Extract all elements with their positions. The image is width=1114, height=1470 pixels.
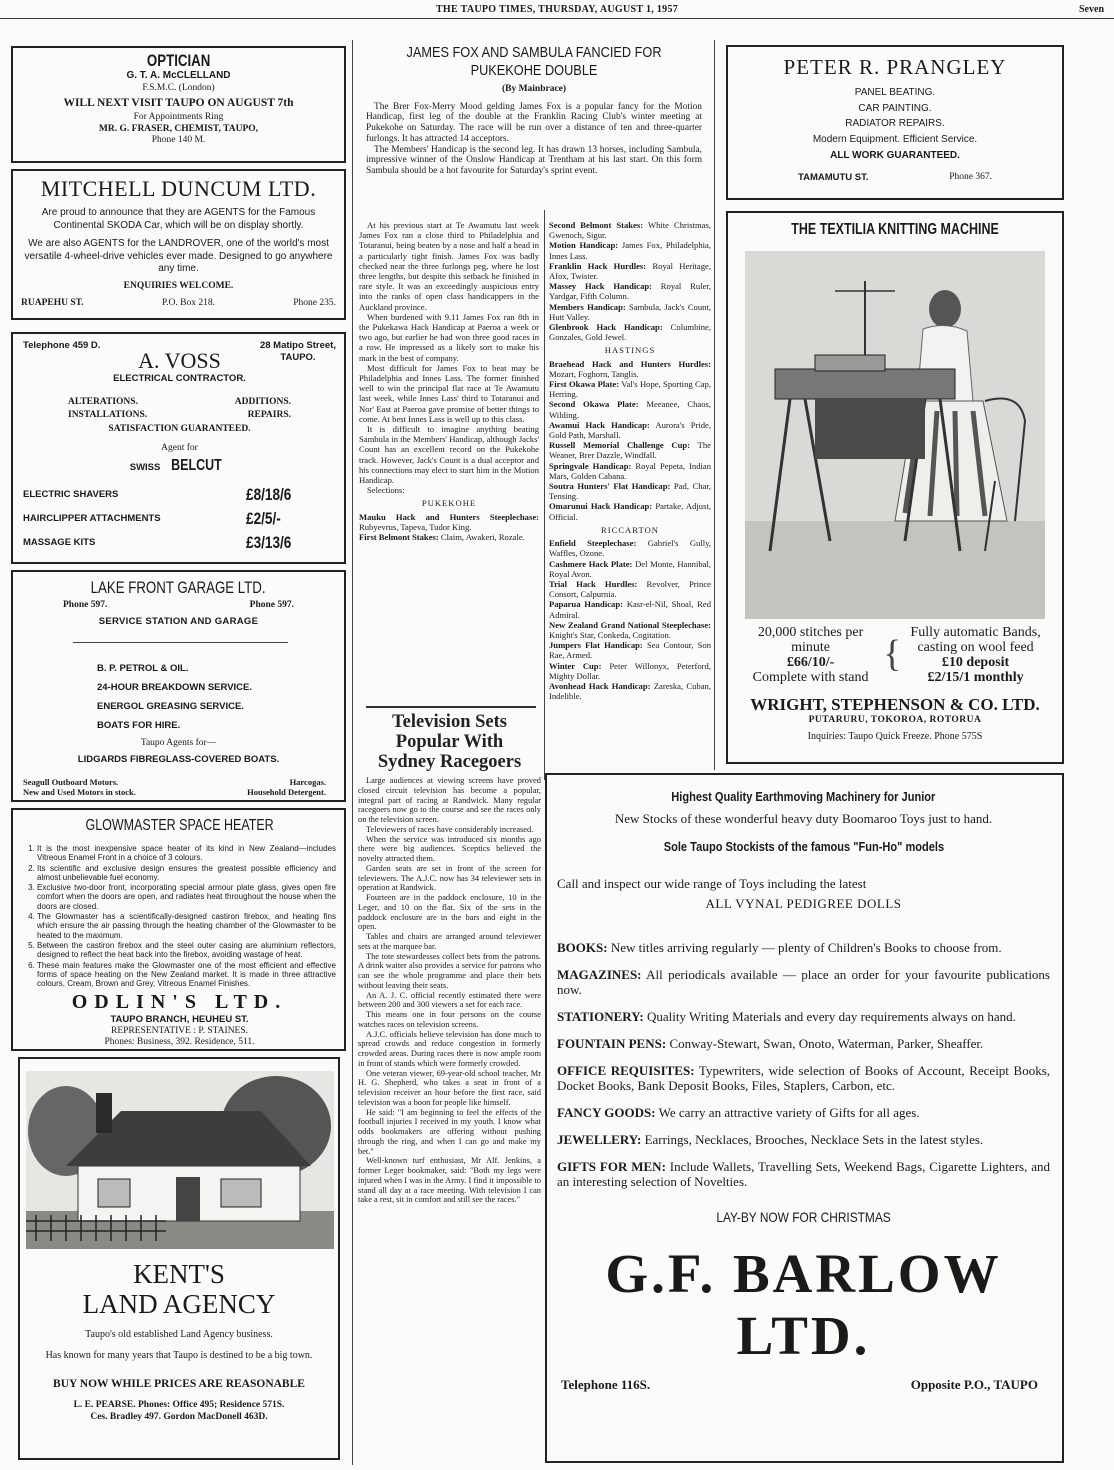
textilia-deposit: £10 deposit — [941, 655, 1010, 670]
prangley-street: TAMAMUTU ST. — [798, 171, 869, 183]
barlow-location: Opposite P.O., TAUPO — [910, 1377, 1038, 1392]
woman-head — [929, 290, 961, 328]
house-illustration — [26, 1071, 334, 1249]
race-selection — [549, 420, 711, 440]
race-selection — [549, 261, 711, 281]
race-name: Springvale Handicap: — [549, 460, 632, 471]
kents-contact: Ces. Bradley 497. Gordon MacDonell 463D. — [90, 1411, 268, 1422]
tv-paragraph: Garden seats are set in front of the screen for televiewers. The A.J.C. now has 34 televiewer sets in operation at Randwick. — [358, 863, 541, 893]
race-picks: The Weaner, Brer Dazzle, Windfall. — [549, 440, 711, 461]
chimney — [96, 1093, 112, 1133]
mitchell-duncum-ad — [11, 169, 346, 320]
race-picks: James Fox, Philadelphia, Innes Lass. — [549, 240, 711, 261]
racing-article — [358, 44, 710, 177]
article-column — [359, 220, 539, 542]
column-rule — [352, 40, 353, 1465]
knitting-machine-bed — [775, 369, 955, 399]
race-picks: Royal Heritage, Afox, Twister. — [549, 260, 711, 282]
category-name: JEWELLERY: — [557, 1132, 642, 1147]
voss-item — [23, 483, 336, 507]
tv-paragraph: Televiewers of races have considerably increased. — [366, 824, 534, 834]
header-title: THE TAUPO TIMES, THURSDAY, AUGUST 1, 1957 — [435, 4, 679, 15]
category-text: Conway-Stewart, Swan, Onoto, Waterman, Parker, Sheaffer. — [669, 1036, 984, 1051]
barlow-category — [557, 940, 1050, 955]
race-selection — [549, 538, 711, 558]
race-name: Motion Handicap: — [549, 240, 619, 251]
textilia-ad — [726, 211, 1064, 764]
race-selection — [549, 322, 711, 342]
category-name: FOUNTAIN PENS: — [557, 1036, 667, 1051]
race-selection — [549, 399, 711, 419]
tv-paragraph: When the service was introduced six months ago there were big audiences. Sceptics believed the novelty attracted them. — [358, 834, 541, 863]
voss-satisfaction: SATISFACTION GUARANTEED. — [108, 423, 251, 434]
textilia-feature: Fully automatic Bands, — [910, 625, 1041, 640]
kents-contact: L. E. PEARSE. Phones: Office 495; Residence 571S. — [73, 1400, 285, 1410]
prangley-title: PETER R. PRANGLEY — [783, 55, 1007, 79]
voss-item-price: £3/13/6 — [246, 532, 292, 552]
tv-paragraph: He said: "I am beginning to feel the effects of the football injuries I received in my youth. I know what odds bookmakers are offering without pushing through the ring, and when I can go and make my bet." — [358, 1107, 541, 1156]
race-selection — [549, 302, 711, 322]
knitted-fabric — [815, 399, 925, 459]
race-selection — [549, 599, 711, 619]
brace-divider-icon: { — [883, 633, 902, 675]
category-text: Typewriters, wide selection of Books of Account, Receipt Books, Docket Books, Bank Deposit Books, Files, Staplers, Carbon, etc. — [557, 1063, 1051, 1093]
category-name: OFFICE REQUISITES: — [557, 1063, 695, 1078]
glowmaster-title: GLOWMASTER SPACE HEATER — [85, 817, 274, 834]
race-selection — [549, 461, 711, 481]
barlow-line: Call and inspect our wide range of Toys including the latest — [557, 876, 867, 891]
race-name: Trial Hack Hurdles: — [549, 578, 638, 589]
race-selection — [549, 620, 711, 640]
race-selection — [359, 512, 539, 532]
prangley-service: RADIATOR REPAIRS. — [845, 118, 945, 129]
garage-footer-right: Household Detergent. — [247, 787, 326, 797]
textilia-monthly: £2/15/1 monthly — [927, 670, 1024, 685]
optician-qualification: F.S.M.C. (London) — [142, 82, 215, 93]
race-picks: Aurora's Pride, Gold Path, Marshall. — [549, 419, 711, 441]
race-picks: Zareska, Cuban, Indelible. — [549, 680, 711, 702]
race-selection — [549, 379, 711, 399]
barlow-layby: LAY-BY NOW FOR CHRISTMAS — [716, 1209, 891, 1225]
voss-installations: INSTALLATIONS. — [68, 410, 148, 420]
race-picks: Meeanee, Chaos, Wilding. — [549, 399, 711, 420]
tv-paragraph: Fourteen are in the paddock enclosure, 10 in the Leger, and 10 on the flat. Six of the sets in the paddock enclosure are in the bars and eight in the open. — [358, 893, 541, 932]
barlow-name: G.F. BARLOW LTD. — [605, 1243, 1002, 1366]
race-name: Massey Hack Handicap: — [549, 281, 653, 292]
lake-front-garage-ad — [11, 570, 346, 802]
voss-brand: BELCUT — [171, 456, 223, 474]
race-name: Members Handicap: — [549, 301, 626, 312]
glowmaster-point: 6. These main features make the Glowmaster one of the most efficient and effective forms of space heating on the New Zealand market. It is made in three attractive colours, Cream, Brown and Grey, Vitreous Enamel Finishes. — [37, 961, 336, 989]
category-name: GIFTS FOR MEN: — [557, 1159, 666, 1174]
race-selection — [549, 640, 711, 660]
garage-footer-left: Seagull Outboard Motors. — [23, 777, 119, 787]
race-name: Braehead Hack and Hunters Hurdles: — [549, 358, 711, 369]
tv-headline: Popular With — [395, 732, 504, 752]
tv-paragraph: The tote stewardesses collect bets from the patrons. A drink waiter also provides a service for patrons who can see the whole programme and place their bets without leaving their seats. — [358, 951, 541, 990]
barlow-telephone: Telephone 116S. — [561, 1377, 651, 1392]
knitting-machine-photo — [745, 251, 1045, 619]
race-name: Jumpers Flat Handicap: — [549, 640, 643, 651]
article-column — [549, 220, 711, 701]
tv-headline: Sydney Racegoers — [377, 752, 522, 772]
barlow-category — [557, 1159, 1050, 1189]
mitchell-street: RUAPEHU ST. — [21, 298, 84, 308]
race-name: First Okawa Plate: — [549, 379, 620, 390]
article-paragraph: When burdened with 9.11 James Fox ran 8th in the Pukekawa Hack Handicap at Paeroa a week or two ago, but earlier he had won three good races in a row. He impressed as a likely sort to make his mark in the best of company. — [359, 311, 539, 363]
article-paragraph: It is difficult to imagine anything beating Sambula in the Members' Handicap, although Jacks' Count has an excellent record on the Pukekohe track. However, Jack's Count is a dual acceptor and his connections may elect to start him in the Motion Handicap. — [359, 424, 539, 486]
odlins-phones: Phones: Business, 392. Residence, 511. — [104, 1037, 255, 1048]
mitchell-phone: Phone 235. — [293, 298, 336, 308]
voss-item-label: HAIRCLIPPER ATTACHMENTS — [23, 512, 161, 524]
page-header — [0, 4, 1114, 18]
tv-paragraph: An A. J. C. official recently estimated there were between 200 and 300 viewers a set for each race. — [358, 990, 541, 1010]
voss-town: TAUPO. — [280, 351, 316, 363]
glowmaster-point: 1. It is the most inexpensive space heater of its kind in New Zealand—includes Vitreous Enamel Front in a choice of 3 colours. — [37, 844, 336, 863]
barlow-category — [557, 1036, 1050, 1051]
garage-phone-left: Phone 597. — [63, 600, 108, 610]
race-picks: Revolver, Prince Consort, Calpurnia. — [549, 578, 711, 600]
glowmaster-point: 4. The Glowmaster has a scientifically-designed castiron firebox, and heating fins which ensure the air passing through the heating chamber of the Glowmaster to be heated to the maximum. — [37, 912, 336, 940]
optician-visit: WILL NEXT VISIT TAUPO ON AUGUST 7th — [63, 97, 294, 109]
voss-item — [23, 531, 336, 555]
odlins-name: ODLIN'S LTD. — [71, 991, 288, 1014]
barlow-dolls: ALL VYNAL PEDIGREE DOLLS — [705, 896, 902, 911]
race-name: Omarunui Hack Handicap: — [549, 501, 653, 512]
voss-item-price: £8/18/6 — [246, 484, 292, 504]
race-picks: Knight's Star, Conkeda, Cogitation. — [549, 629, 671, 640]
textilia-feature: minute — [791, 640, 830, 655]
voss-alterations: ALTERATIONS. — [68, 396, 138, 407]
page-number: Seven — [1079, 4, 1104, 15]
barlow-line: New Stocks of these wonderful heavy duty Boomaroo Toys just to hand. — [614, 811, 993, 826]
voss-name: A. VOSS — [138, 348, 221, 373]
optician-agent: MR. G. FRASER, CHEMIST, TAUPO, — [98, 123, 259, 134]
voss-agent-for: Agent for — [161, 443, 198, 453]
garage-line: B. P. PETROL & OIL. — [97, 663, 189, 674]
tv-paragraph: Tables and chairs are arranged around televiewer sets at the marquee bar. — [358, 932, 541, 951]
garage-footer-right: Harcogas. — [289, 777, 326, 787]
article-paragraph: The Members' Handicap is the second leg. It has drawn 13 horses, including Sambula, impressive winner of the Onslow Handicap at Trentham at his last start. On this form Sambula should be a hot favourite for Saturday's sprint event. — [366, 144, 702, 177]
garage-agents: Taupo Agents for— — [140, 738, 217, 748]
optician-name: G. T. A. McCLELLAND — [126, 70, 231, 81]
voss-item-price: £2/5/- — [246, 508, 281, 528]
race-picks: Mozart, Foghorn, Tanglis. — [549, 368, 639, 379]
garage-line: 24-HOUR BREAKDOWN SERVICE. — [97, 682, 253, 693]
category-name: MAGAZINES: — [557, 967, 642, 982]
article-byline: (By Mainbrace) — [501, 84, 567, 94]
category-text: We carry an attractive variety of Gifts for all ages. — [658, 1105, 920, 1120]
glowmaster-ad — [11, 808, 346, 1051]
garage-title: LAKE FRONT GARAGE LTD. — [91, 578, 266, 597]
race-picks: Sambula, Jack's Count, Hutt Valley. — [549, 301, 711, 322]
barlow-ad — [545, 773, 1064, 1463]
race-selection — [359, 532, 539, 542]
race-picks: Sea Contour, Son Rae, Armed. — [549, 640, 711, 661]
column-rule — [544, 210, 545, 780]
article-paragraph: At his previous start at Te Awamutu last week James Fox ran a close third to Philadelphia and Totaranui, being beaten by a nose and half a head in a particularly tight finish. James Fox was badly checked near the three furlongs peg, where he lost three lengths, but despite this setback he finished in rare style. It was an exceedingly auspicious entry into the ranks of open class handicappers in the Auckland province. — [359, 220, 539, 312]
textilia-feature: Complete with stand — [752, 670, 869, 685]
barlow-headline: Sole Taupo Stockists of the famous "Fun-Ho" models — [663, 839, 944, 854]
window — [98, 1179, 130, 1207]
optician-appointments: For Appointments Ring — [133, 112, 224, 122]
garage-footer-left: New and Used Motors in stock. — [23, 787, 136, 797]
voss-item-label: MASSAGE KITS — [23, 536, 96, 548]
race-name: Second Okawa Plate: — [549, 399, 639, 410]
television-article — [358, 706, 541, 1205]
race-name: First Belmont Stakes: — [359, 532, 439, 543]
kents-land-agency-ad — [18, 1057, 340, 1460]
race-picks: Columbine, Gonzales, Gold Jewel. — [549, 322, 712, 343]
prangley-phone: Phone 367. — [949, 171, 992, 182]
category-text: Include Wallets, Travelling Sets, Weekend Bags, Cigarette Lighters, and an interesting selection of Novelties. — [557, 1159, 1050, 1189]
window — [221, 1179, 261, 1207]
mitchell-title: MITCHELL DUNCUM LTD. — [40, 176, 317, 201]
voss-address: 28 Matipo Street, — [259, 340, 336, 351]
odlins-rep: REPRESENTATIVE : P. STAINES. — [110, 1025, 249, 1036]
tv-paragraph: Well-known turf enthusiast, Mr Alf. Jenkins, a former Leger bookmaker, said: "Both my legs were injured when I was in the Army. I find it impossible to stand all day at a race meeting. With television I can take a rest, sit in comfort and still see the races." — [358, 1156, 541, 1205]
race-name: Avonhead Hack Handicap: — [549, 680, 651, 691]
mitchell-landrover: We are also AGENTS for the LANDROVER, one of the world's most versatile 4-wheel-drive vehicles ever made. Designed to go anywhere any time. — [24, 238, 333, 274]
barlow-headline: Highest Quality Earthmoving Machinery for Junior — [671, 789, 936, 804]
race-picks: White Christmas, Gwenoch, Sigur. — [549, 220, 711, 241]
textilia-towns: PUTARURU, TOKOROA, ROTORUA — [808, 715, 982, 725]
optician-ad — [11, 46, 346, 163]
textilia-title: THE TEXTILIA KNITTING MACHINE — [791, 221, 999, 238]
voss-repairs: REPAIRS. — [247, 410, 291, 420]
knitting-carriage — [815, 355, 885, 371]
glowmaster-point: 5. Between the castiron firebox and the steel outer casing are aluminium reflectors, designed to reflect the heat back into the firebox, avoiding wastage of heat. — [37, 941, 336, 960]
race-selection — [549, 240, 711, 260]
race-name: Cashmere Hack Plate: — [549, 558, 633, 569]
voss-item-label: ELECTRIC SHAVERS — [23, 488, 119, 500]
race-name: Enfield Steeplechase: — [549, 538, 637, 549]
prangley-guarantee: ALL WORK GUARANTEED. — [830, 150, 960, 161]
textilia-feature: 20,000 stitches per — [757, 625, 864, 640]
race-selection — [549, 559, 711, 579]
barlow-category — [557, 1063, 1050, 1093]
prangley-service: CAR PAINTING. — [858, 102, 932, 114]
textilia-cash-price: £66/10/- — [786, 655, 835, 670]
race-selection — [549, 501, 711, 521]
race-selection — [549, 440, 711, 460]
article-headline: JAMES FOX AND SAMBULA FANCIED FOR PUKEKOHE DOUBLE — [406, 44, 662, 79]
garage-line: BOATS FOR HIRE. — [97, 720, 181, 731]
race-name: Franklin Hack Hurdles: — [549, 260, 647, 271]
race-selection — [549, 220, 711, 240]
tv-paragraph: A.J.C. officials believe television has done much to spread crowds and reduce congestion in formerly crowded areas. During races there is now ample room in front of stands which were formerly crowded. — [358, 1029, 541, 1068]
garage-phone-right: Phone 597. — [249, 600, 294, 610]
prangley-ad — [726, 45, 1064, 200]
race-name: Soutra Hunters' Flat Handicap: — [549, 481, 671, 492]
race-picks: Pad, Char, Tensing. — [549, 481, 712, 502]
race-picks: Partake, Adjust, Official. — [549, 501, 711, 522]
kents-line: Has known for many years that Taupo is destined to be a big town. — [45, 1349, 313, 1361]
glowmaster-point: 2. Its scientific and exclusive design ensures the greatest possible efficiency and almost unbelievable fuel economy. — [37, 864, 336, 883]
prangley-modern: Modern Equipment. Efficient Service. — [812, 133, 978, 145]
race-picks: Del Monte, Hannibal, Royal Avon. — [549, 558, 711, 579]
category-text: Earrings, Necklaces, Brooches, Necklace Sets in the latest styles. — [644, 1132, 984, 1147]
category-text: All periodicals available — place an order for your favourite publications now. — [557, 967, 1050, 997]
textilia-inquiries: Inquiries: Taupo Quick Freeze. Phone 575S — [807, 730, 983, 742]
article-paragraph: The Brer Fox-Merry Mood gelding James Fox is a popular fancy for the Motion Handicap, first leg of the double at the Franklin Racing Club's winter meeting at Pukekohe on Saturday. The race will be run over a distance of ten and three-quarter furlongs. It has attracted 14 acceptors. — [366, 101, 702, 144]
article-selections: Selections: — [367, 485, 405, 496]
column-rule — [714, 40, 715, 770]
race-name: Mauku Hack and Hunters Steeplechase: — [359, 511, 539, 522]
voss-ad — [11, 332, 346, 564]
voss-additions: ADDITIONS. — [234, 396, 291, 407]
race-selection — [549, 579, 711, 599]
race-picks: Rubyevrus, Tapeva, Tudor King. — [359, 521, 472, 532]
barlow-category — [557, 1009, 1050, 1024]
garage-rule — [73, 642, 288, 643]
race-selection — [549, 681, 711, 701]
race-name: New Zealand Grand National Steeplechase: — [549, 619, 711, 630]
mitchell-skoda: Are proud to announce that they are AGENTS for the Famous Continental SKODA Car, which will be on display shortly. — [41, 207, 316, 231]
category-name: FANCY GOODS: — [557, 1105, 656, 1120]
glowmaster-points — [23, 844, 336, 988]
race-picks: Royal Ruler, Yardgar, Fifth Column. — [549, 281, 711, 302]
textilia-feature: casting on wool feed — [917, 640, 1034, 655]
voss-swiss: SWISS — [129, 461, 161, 473]
race-name: Russell Memorial Challenge Cup: — [549, 440, 691, 451]
category-text: Quality Writing Materials and every day requirements always on hand. — [646, 1009, 1016, 1024]
mitchell-box: P.O. Box 218. — [161, 298, 215, 308]
garage-subtitle: SERVICE STATION AND GARAGE — [98, 615, 259, 627]
textilia-company: WRIGHT, STEPHENSON & CO. LTD. — [750, 695, 1040, 714]
kents-title: KENT'S — [133, 1259, 225, 1289]
race-selection — [549, 661, 711, 681]
race-picks: Peter Willonyx, Peterford, Mighty Dollar. — [549, 660, 711, 681]
hastings-heading: HASTINGS — [604, 345, 656, 356]
optician-phone: Phone 140 M. — [151, 135, 206, 145]
mitchell-enquiries: ENQUIRIES WELCOME. — [123, 280, 234, 291]
voss-item — [23, 507, 336, 531]
race-name: Paparua Handicap: — [549, 599, 623, 610]
barlow-category — [557, 1132, 1050, 1147]
riccarton-heading: RICCARTON — [601, 524, 659, 535]
odlins-branch: TAUPO BRANCH, HEUHEU ST. — [110, 1014, 249, 1026]
race-picks: Claim, Awakeri, Rozale. — [440, 532, 525, 543]
race-picks: Gabriel's Gully, Waffles, Ozone. — [549, 538, 711, 559]
voss-telephone: Telephone 459 D. — [23, 340, 101, 351]
category-text: New titles arriving regularly — plenty of Children's Books to choose from. — [610, 940, 1002, 955]
race-selection — [549, 359, 711, 379]
race-selection — [549, 281, 711, 301]
kents-buy-now: BUY NOW WHILE PRICES ARE REASONABLE — [53, 1378, 305, 1390]
glowmaster-point: 3. Exclusive two-door front, incorporating special armour plate glass, gives open fire comfort when the doors are open, and radiates heat throughout the house when the doors are closed. — [37, 883, 336, 911]
race-selection — [549, 481, 711, 501]
category-name: BOOKS: — [557, 940, 608, 955]
race-picks: Kasr-el-Nil, Shoal, Red Admiral. — [549, 599, 711, 620]
tv-paragraph: This means one in four persons on the course watches races on television screens. — [358, 1010, 541, 1029]
tv-top-rule — [366, 706, 536, 708]
race-name: Second Belmont Stakes: — [549, 220, 644, 230]
tv-paragraph: One veteran viewer, 69-year-old school teacher, Mr H. G. Shepherd, who takes a seat in front of a television receiver an hour before the first race, said television was a boon for people like himself. — [358, 1068, 541, 1107]
race-picks: Royal Pepeta, Indian Mars, Golden Cabana. — [549, 460, 711, 481]
race-name: Winter Cup: — [549, 660, 602, 671]
tv-headline: Television Sets — [392, 712, 507, 732]
race-picks: Val's Hope, Sporting Cap, Herring. — [549, 379, 711, 400]
kents-line: Taupo's old established Land Agency business. — [85, 1329, 273, 1340]
pukekohe-heading: PUKEKOHE — [421, 498, 477, 509]
race-name: Glenbrook Hack Handicap: — [549, 322, 663, 333]
optician-title: OPTICIAN — [146, 51, 211, 70]
garage-line: ENERGOL GREASING SERVICE. — [97, 701, 244, 712]
header-rule — [0, 18, 1114, 19]
voss-trade: ELECTRICAL CONTRACTOR. — [113, 373, 246, 384]
prangley-service: PANEL BEATING. — [854, 87, 936, 98]
kents-subtitle: LAND AGENCY — [82, 1289, 276, 1319]
tv-paragraph: Large audiences at viewing screens have proved closed circuit television has become a popular, integral part of racing at Randwick. Many regular racegoers now go to the course and see the races only on the television screen. — [358, 776, 541, 824]
barlow-category — [557, 1105, 1050, 1120]
door — [176, 1177, 200, 1221]
race-name: Awamui Hack Handicap: — [549, 419, 650, 430]
category-name: STATIONERY: — [557, 1009, 644, 1024]
garage-lidgards: LIDGARDS FIBREGLASS-COVERED BOATS. — [77, 753, 280, 765]
barlow-category — [557, 967, 1050, 997]
article-paragraph: Most difficult for James Fox to beat may be Philadelphia and Innes Lass. The former finished well to win the principal flat race at Te Awamutu last week, while Innes Lass' third to Totaranui and Nor' East at Paeroa gave promise of better things to come. At best Innes Lass is well up to this class. — [359, 362, 539, 424]
